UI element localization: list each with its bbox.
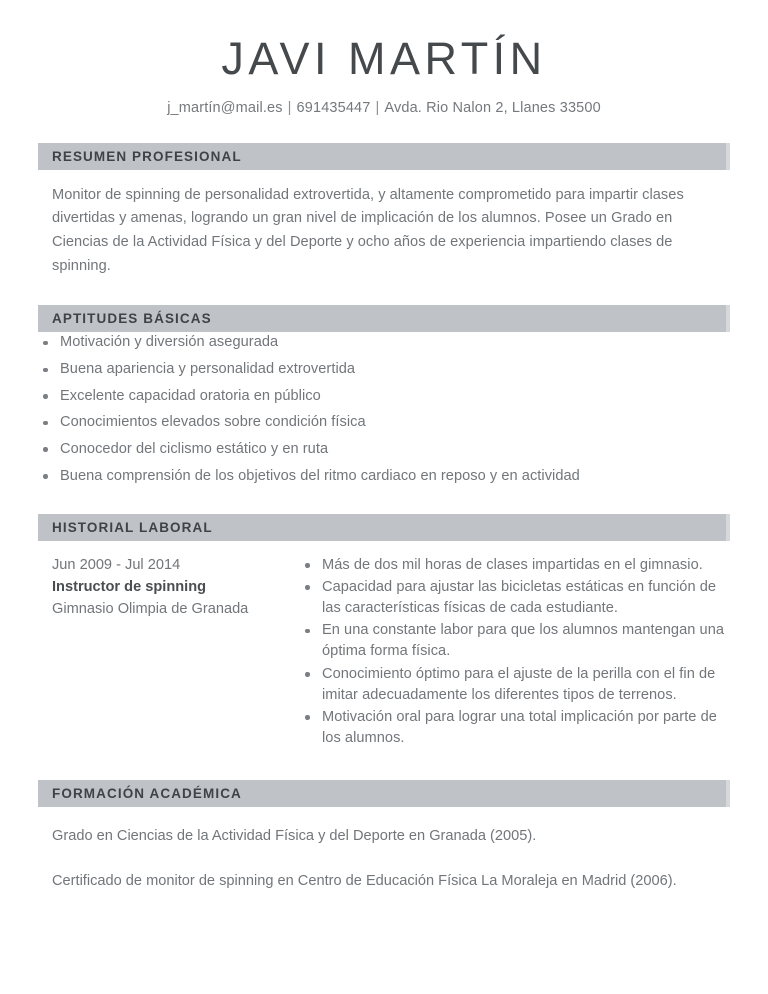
section-header-experience [38,514,730,541]
section-title-experience: HISTORIAL LABORAL [52,519,213,535]
summary-paragraph: Monitor de spinning de personalidad extrovertida, y altamente comprometido para impartir clases divertidas y amenas, logrando un gran nivel de implicación de los alumnos. Posee un Grado en Ciencias de la Actividad Física y del Deporte y ocho años de experiencia impartiendo clases de spinning. [52,186,684,274]
experience-bullet-list [300,555,730,749]
contact-line [38,100,730,117]
list-item: Más de dos mil horas de clases impartidas en el gimnasio. [300,555,730,576]
list-item: Conocedor del ciclismo estático y en ruta [38,439,730,460]
experience-details [300,555,730,750]
section-title-education: FORMACIÓN ACADÉMICA [52,785,242,801]
skills-list [38,332,730,486]
experience-dates: Jun 2009 - Jul 2014 [52,556,181,573]
section-experience [38,514,730,750]
list-item: Conocimientos elevados sobre condición física [38,412,730,433]
education-entry: Certificado de monitor de spinning en Centro de Educación Física La Moraleja en Madrid (2006). [52,872,677,889]
contact-separator-2: | [375,100,380,117]
education-entry: Grado en Ciencias de la Actividad Física y del Deporte en Granada (2005). [52,828,537,845]
section-title-summary: RESUMEN PROFESIONAL [52,148,242,164]
section-skills [38,305,730,486]
experience-company: Gimnasio Olimpia de Granada [52,600,249,617]
list-item: Motivación oral para lograr una total implicación por parte de los alumnos. [300,707,730,749]
contact-phone: 691435447 [296,100,371,117]
contact-email: j_martín@mail.es [167,100,283,117]
section-header-summary [38,143,730,170]
contact-separator-1: | [287,100,292,117]
list-item: En una constante labor para que los alumnos mantengan una óptima forma física. [300,620,730,662]
section-title-skills: APTITUDES BÁSICAS [52,311,212,327]
experience-job-title: Instructor de spinning [52,578,207,595]
section-header-skills [38,305,730,332]
section-header-education [38,780,730,807]
list-item: Capacidad para ajustar las bicicletas estáticas en función de las características físicas de cada estudiante. [300,577,730,619]
list-item: Buena comprensión de los objetivos del ritmo cardiaco en reposo y en actividad [38,466,730,487]
list-item: Motivación y diversión asegurada [38,332,730,353]
list-item: Buena apariencia y personalidad extrovertida [38,359,730,380]
resume-header [38,0,730,118]
list-item: Excelente capacidad oratoria en público [38,386,730,407]
contact-address: Avda. Rio Nalon 2, Llanes 33500 [384,100,601,117]
experience-entry [38,555,730,750]
section-summary [38,143,730,279]
candidate-name: JAVI MARTÍN [221,33,547,84]
experience-meta [52,555,300,750]
summary-body [38,184,730,279]
list-item: Conocimiento óptimo para el ajuste de la perilla con el fin de imitar adecuadamente los diferentes tipos de terrenos. [300,664,730,706]
education-body [38,825,730,892]
section-education [38,780,730,892]
